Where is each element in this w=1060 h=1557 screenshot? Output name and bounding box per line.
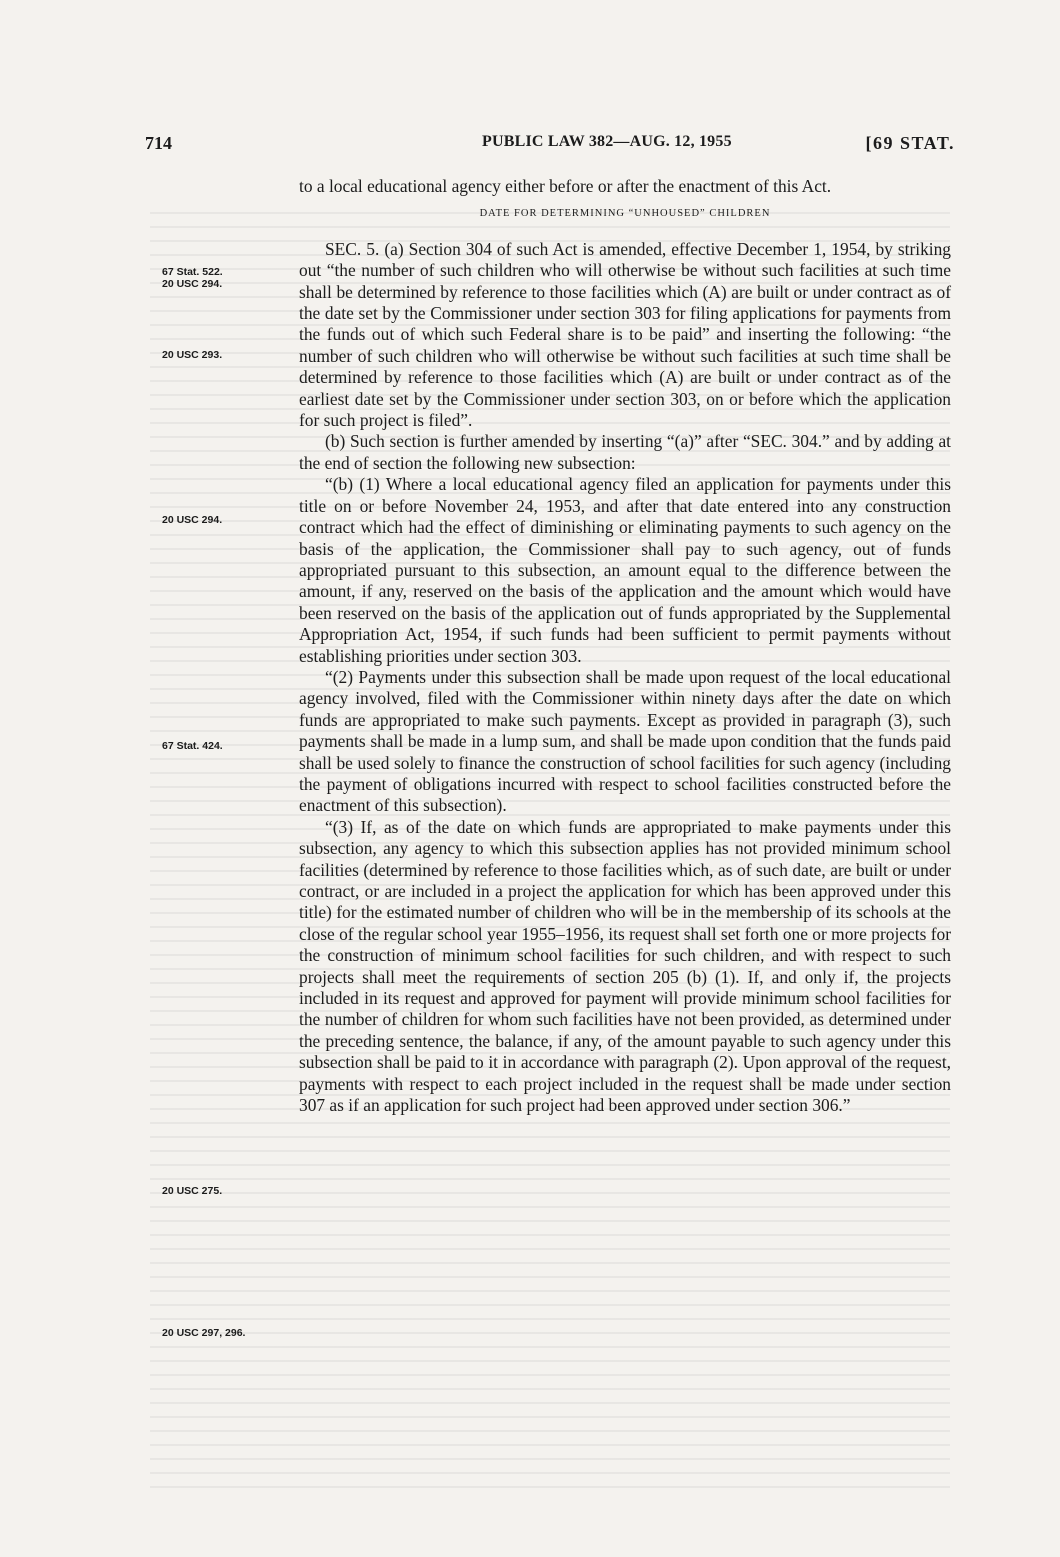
margin-note: 67 Stat. 424.: [162, 740, 223, 752]
page-header: [145, 133, 955, 157]
margin-note: 20 USC 294.: [162, 514, 223, 526]
paragraph: “(3) If, as of the date on which funds are appropriated to make payments under this subsection, any agency to which this subsection applies has not provided minimum school facilities (determined by reference to those facilities which, as of such date, are built or under contract, or are included in a project the application for which has been approved under this title) for the estimated number of children who will be in the membership of its schools at the close of the regular school year 1955–1956, its request shall set forth one or more projects for the construction of minimum school facilities for such children, and with respect to such projects shall meet the requirements of section 205 (b) (1). If, and only if, the projects included in its request and approved for payment will provide minimum school facilities for the number of children for whom such facilities have not been provided, as determined under the preceding sentence, the balance, if any, of the amount payable to such agency under this subsection shall be paid to it in accordance with paragraph (2). Upon approval of the request, payments with respect to each project included in the request shall be made under section 307 as if an application for such project had been approved under section 306.”: [299, 816, 951, 1116]
margin-note: 20 USC 297, 296.: [162, 1327, 246, 1339]
page-number: 714: [145, 133, 172, 153]
paragraph: “(b) (1) Where a local educational agency filed an application for payments under this title on or before November 24, 1953, and after that date entered into any construction contract which had the effect of diminishing or eliminating payments to such agency on the basis of the application, the Commissioner shall pay to such agency, out of funds appropriated pursuant to this subsection, an amount equal to the difference between the amount, if any, reserved on the basis of the application and the amount which would have been reserved on the basis of the application out of funds appropriated by the Supplemental Appropriation Act, 1954, if such funds had been sufficient to permit payments without establishing priorities under section 303.: [299, 474, 951, 666]
document-body: [299, 176, 951, 1116]
margin-note: 20 USC 275.: [162, 1185, 223, 1197]
paragraph: to a local educational agency either before or after the enactment of this Act.: [299, 176, 832, 196]
paragraph: (b) Such section is further amended by inserting “(a)” after “SEC. 304.” and by adding at the end of section the following new subsection:: [299, 431, 951, 473]
margin-note: 67 Stat. 522. 20 USC 294.: [162, 266, 223, 290]
paragraph: “(2) Payments under this subsection shall be made upon request of the local educational agency involved, filed with the Commissioner within ninety days after the date on which funds are appropriated to make such payments. Except as provided in paragraph (3), such payments shall be made in a lump sum, and shall be made upon condition that the funds paid shall be used solely to finance the construction of school facilities for such agency (including the payment of obligations incurred with respect to school facilities constructed before the enactment of this subsection).: [299, 666, 951, 816]
section-heading: DATE FOR DETERMINING “UNHOUSED” CHILDREN: [479, 208, 771, 220]
volume-citation: [69 STAT.: [865, 133, 955, 153]
running-title: PUBLIC LAW 382—AUG. 12, 1955: [482, 133, 732, 150]
margin-note: 20 USC 293.: [162, 349, 223, 361]
paragraph: SEC. 5. (a) Section 304 of such Act is amended, effective December 1, 1954, by striking out “the number of such children who will otherwise be without such facilities at such time shall be determined by reference to those facilities which (A) are built or under contract as of the date set by the Commissioner under section 303 for filing applications for payments from the funds out of which such Federal share is to be paid” and inserting the following: “the number of such children who will otherwise be without such facilities at such time shall be determined by reference to those facilities which (A) are built or under contract as of the earliest date set by the Commissioner under section 303, on or before which the application for such project is filed”.: [299, 238, 951, 431]
